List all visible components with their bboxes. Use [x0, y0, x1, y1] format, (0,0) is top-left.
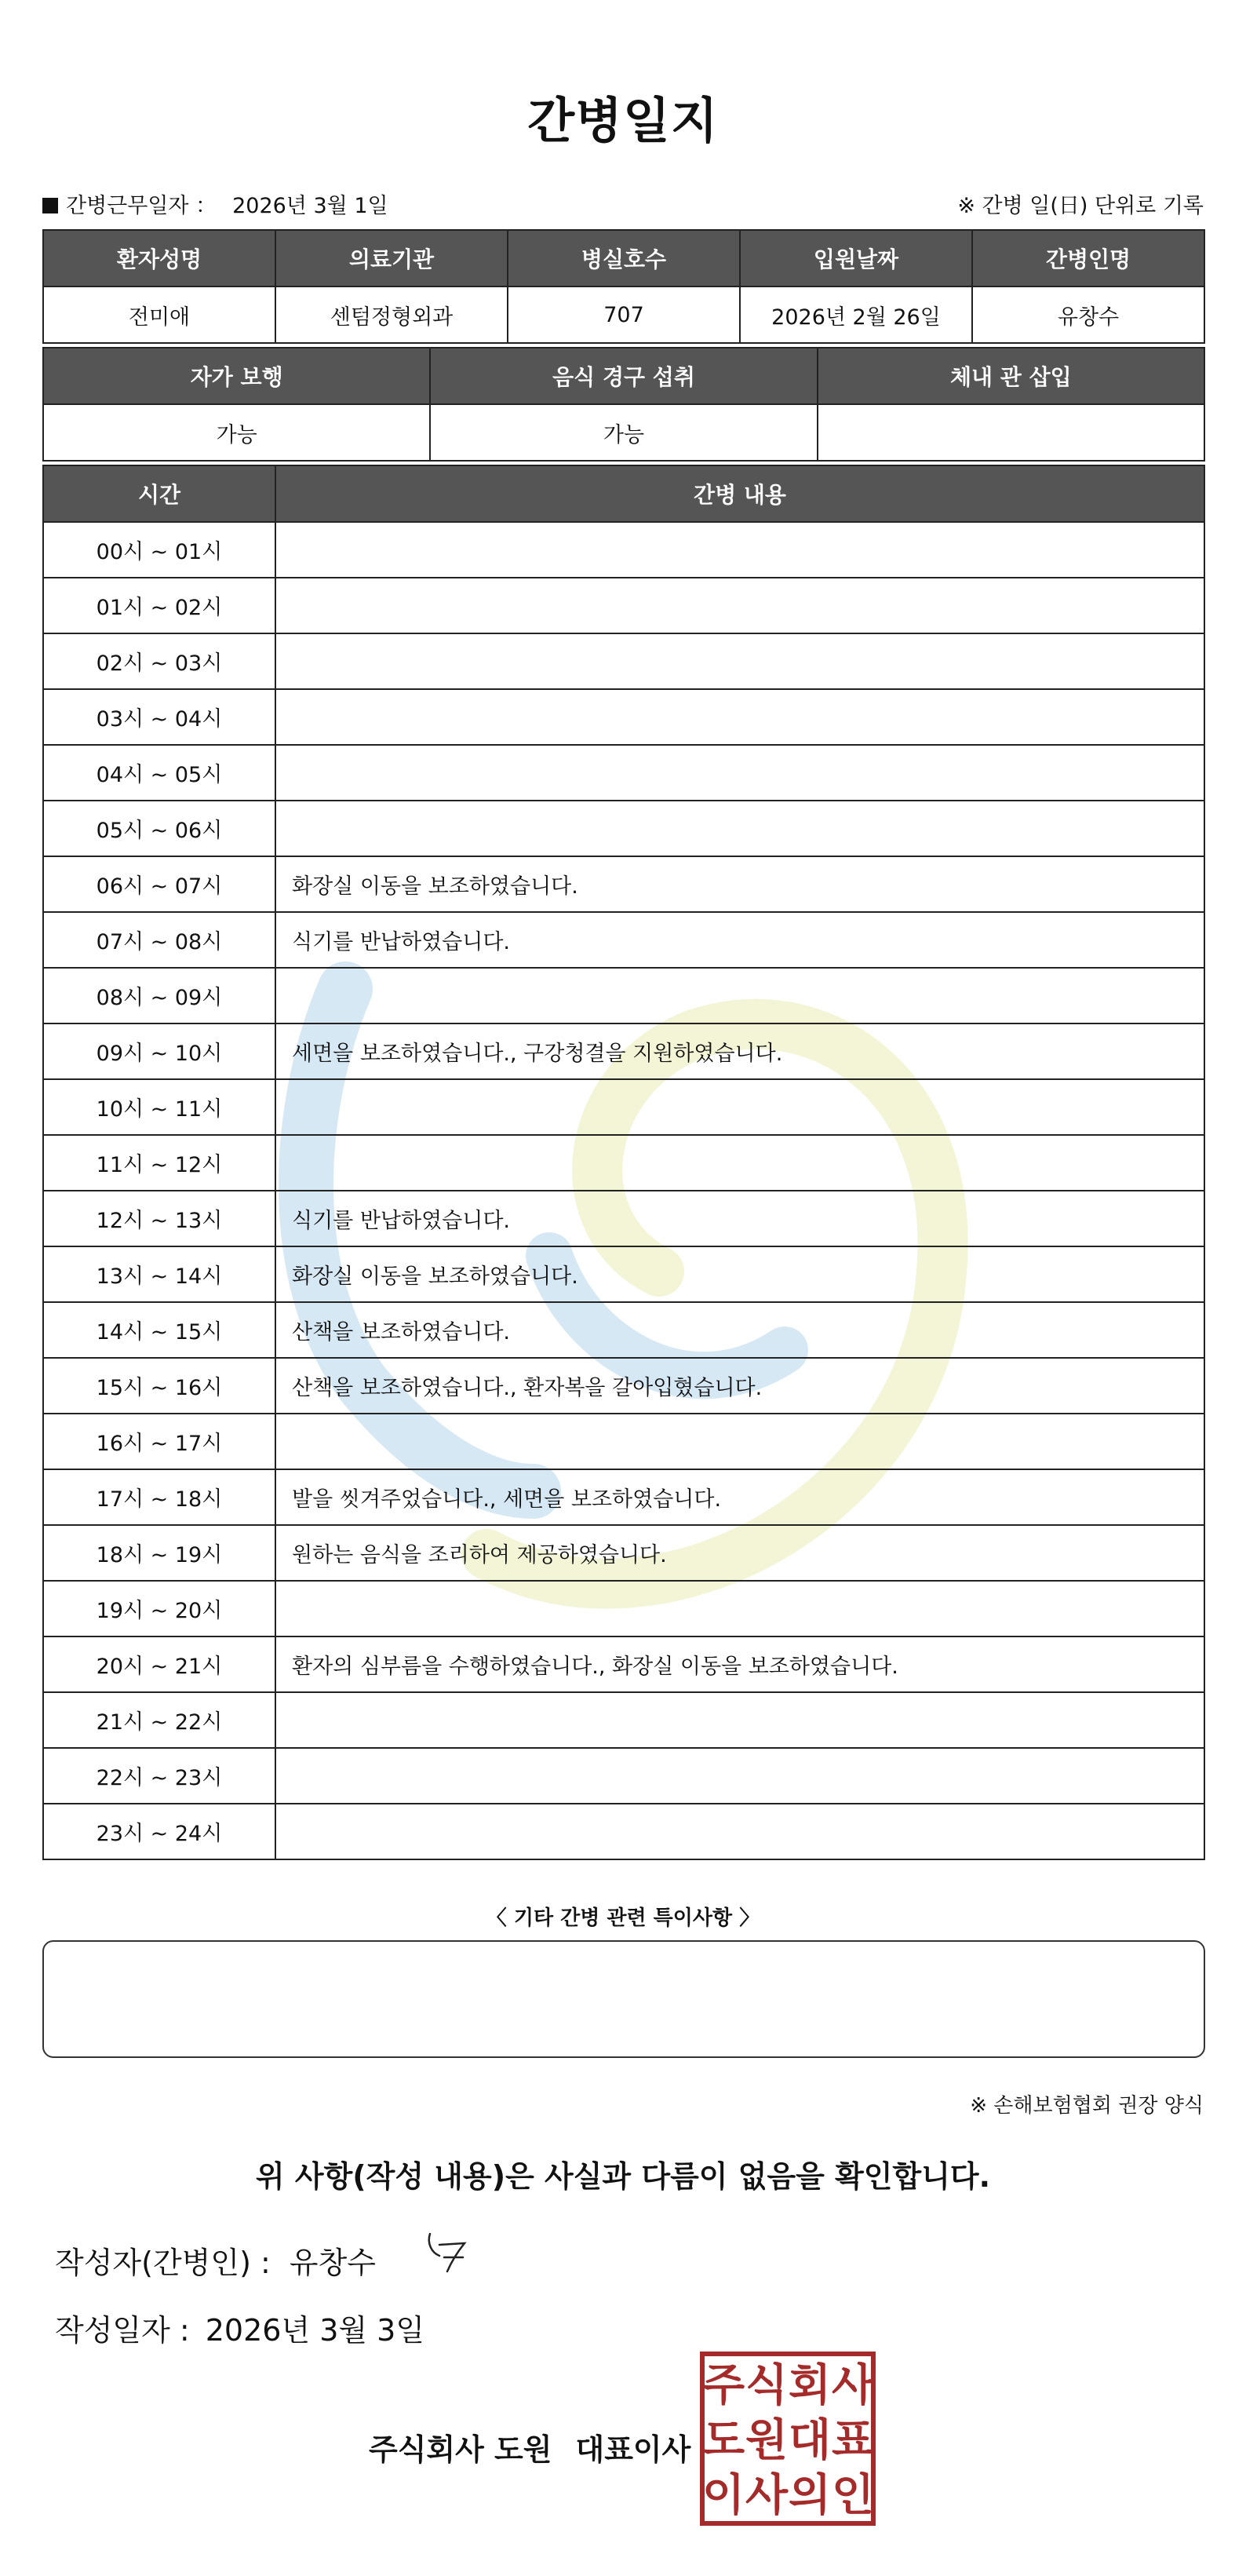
oral-intake-value: 가능 — [430, 404, 817, 461]
header-tube-insertion: 체내 관 삽입 — [818, 348, 1204, 404]
header-oral-intake: 음식 경구 섭취 — [430, 348, 817, 404]
time-cell: 17시 ~ 18시 — [43, 1469, 275, 1525]
table-row — [43, 1302, 1204, 1358]
care-content-cell: 식기를 반납하였습니다. — [275, 912, 1204, 968]
care-content-cell: 식기를 반납하였습니다. — [275, 1191, 1204, 1246]
header-self-walking: 자가 보행 — [43, 348, 430, 404]
time-cell: 00시 ~ 01시 — [43, 522, 275, 578]
time-cell: 21시 ~ 22시 — [43, 1692, 275, 1748]
care-content-cell: 발을 씻겨주었습니다., 세면을 보조하였습니다. — [275, 1469, 1204, 1525]
table-row — [43, 1692, 1204, 1748]
time-cell: 14시 ~ 15시 — [43, 1302, 275, 1358]
table-row — [43, 1358, 1204, 1414]
care-content-cell — [275, 1748, 1204, 1804]
care-content-cell — [275, 968, 1204, 1023]
care-content-cell — [275, 801, 1204, 856]
table-row — [43, 912, 1204, 968]
care-content-cell: 원하는 음식을 조리하여 제공하였습니다. — [275, 1525, 1204, 1581]
care-content-cell: 환자의 심부름을 수행하였습니다., 화장실 이동을 보조하였습니다. — [275, 1636, 1204, 1692]
care-content-cell — [275, 578, 1204, 633]
table-row — [43, 1191, 1204, 1246]
written-date-line — [55, 2306, 424, 2349]
company-seal — [700, 2352, 876, 2526]
care-content-cell — [275, 1692, 1204, 1748]
tube-insertion-value — [818, 404, 1204, 461]
form-recommendation-note: ※ 손해보험협회 권장 양식 — [970, 2094, 1204, 2118]
table-row — [43, 856, 1204, 912]
work-date-separator: ： — [195, 194, 217, 218]
time-cell: 10시 ~ 11시 — [43, 1079, 275, 1135]
square-bullet-icon — [42, 198, 58, 213]
remarks-box — [42, 1940, 1205, 2058]
company-name: 주식회사 도원 — [369, 2432, 552, 2467]
written-date-value: 2026년 3월 3일 — [205, 2313, 425, 2348]
table-row — [43, 1079, 1204, 1135]
time-cell: 06시 ~ 07시 — [43, 856, 275, 912]
time-cell: 15시 ~ 16시 — [43, 1358, 275, 1414]
work-date-line — [42, 188, 388, 219]
care-content-cell: 세면을 보조하였습니다., 구강청결을 지원하였습니다. — [275, 1023, 1204, 1079]
care-content-cell — [275, 633, 1204, 689]
table-row — [43, 1246, 1204, 1302]
table-row — [43, 801, 1204, 856]
room-number: 707 — [508, 286, 740, 343]
time-cell: 08시 ~ 09시 — [43, 968, 275, 1023]
table-row — [43, 689, 1204, 745]
care-content-cell — [275, 522, 1204, 578]
time-cell: 19시 ~ 20시 — [43, 1581, 275, 1636]
table-row — [43, 1414, 1204, 1469]
hospital: 센텀정형외과 — [275, 286, 508, 343]
table-row — [43, 1804, 1204, 1859]
header-hospital: 의료기관 — [275, 230, 508, 286]
care-content-cell — [275, 1804, 1204, 1859]
time-cell: 12시 ~ 13시 — [43, 1191, 275, 1246]
care-content-cell: 화장실 이동을 보조하였습니다. — [275, 1246, 1204, 1302]
table-row — [43, 1135, 1204, 1191]
care-content-cell — [275, 1414, 1204, 1469]
header-admission-date: 입원날짜 — [740, 230, 972, 286]
table-row — [43, 522, 1204, 578]
care-content-cell — [275, 689, 1204, 745]
time-cell: 20시 ~ 21시 — [43, 1636, 275, 1692]
care-content-cell — [275, 1581, 1204, 1636]
record-unit-note: ※ 간병 일(日) 단위로 기록 — [957, 194, 1204, 218]
seal-character: 인 — [831, 2470, 875, 2521]
patient-status-table — [42, 347, 1205, 462]
care-content-cell: 산책을 보조하였습니다. — [275, 1302, 1204, 1358]
time-cell: 05시 ~ 06시 — [43, 801, 275, 856]
table-row — [43, 1469, 1204, 1525]
company-role: 대표이사 — [575, 2432, 691, 2467]
time-cell: 07시 ~ 08시 — [43, 912, 275, 968]
seal-character: 이 — [701, 2470, 745, 2521]
care-content-cell: 산책을 보조하였습니다., 환자복을 갈아입혔습니다. — [275, 1358, 1204, 1414]
seal-character: 회 — [788, 2360, 832, 2411]
table-row — [43, 1748, 1204, 1804]
writer-line — [55, 2238, 376, 2282]
caregiver-name: 유창수 — [972, 286, 1204, 343]
company-line — [369, 2425, 690, 2468]
header-caregiver-name: 간병인명 — [972, 230, 1204, 286]
seal-character: 주 — [701, 2360, 745, 2411]
table-row — [43, 1636, 1204, 1692]
time-cell: 02시 ~ 03시 — [43, 633, 275, 689]
care-content-cell — [275, 1135, 1204, 1191]
writer-label: 작성자(간병인) : — [55, 2246, 271, 2280]
time-cell: 09시 ~ 10시 — [43, 1023, 275, 1079]
table-row — [43, 968, 1204, 1023]
seal-character: 의 — [788, 2470, 832, 2521]
table-row — [43, 745, 1204, 801]
seal-character: 도 — [701, 2415, 745, 2466]
seal-character: 표 — [831, 2415, 875, 2466]
time-cell: 22시 ~ 23시 — [43, 1748, 275, 1804]
self-walking-value: 가능 — [43, 404, 430, 461]
seal-character: 식 — [745, 2360, 789, 2411]
work-date-value: 2026년 3월 1일 — [232, 194, 388, 218]
time-cell: 23시 ~ 24시 — [43, 1804, 275, 1859]
care-content-cell — [275, 745, 1204, 801]
seal-character: 사 — [745, 2470, 789, 2521]
confirmation-statement: 위 사항(작성 내용)은 사실과 다름이 없음을 확인합니다. — [255, 2159, 991, 2194]
work-date-label: 간병근무일자 — [66, 194, 189, 218]
seal-character: 원 — [745, 2415, 789, 2466]
time-cell: 16시 ~ 17시 — [43, 1414, 275, 1469]
header-room-number: 병실호수 — [508, 230, 740, 286]
document-title: 간병일지 — [527, 92, 719, 149]
table-row — [43, 1581, 1204, 1636]
care-content-cell: 화장실 이동을 보조하였습니다. — [275, 856, 1204, 912]
time-cell: 04시 ~ 05시 — [43, 745, 275, 801]
header-time: 시간 — [43, 465, 275, 522]
care-content-cell — [275, 1079, 1204, 1135]
table-row — [43, 578, 1204, 633]
patient-info-table — [42, 229, 1205, 344]
admission-date: 2026년 2월 26일 — [740, 286, 972, 343]
care-log-table — [42, 465, 1205, 1860]
time-cell: 03시 ~ 04시 — [43, 689, 275, 745]
patient-name: 전미애 — [43, 286, 275, 343]
remarks-title: 〈 기타 간병 관련 특이사항 〉 — [486, 1906, 760, 1930]
table-row — [43, 1023, 1204, 1079]
time-cell: 01시 ~ 02시 — [43, 578, 275, 633]
header-patient-name: 환자성명 — [43, 230, 275, 286]
table-row — [43, 1525, 1204, 1581]
seal-character: 대 — [788, 2415, 832, 2466]
time-cell: 18시 ~ 19시 — [43, 1525, 275, 1581]
seal-character: 사 — [831, 2360, 875, 2411]
header-care-content: 간병 내용 — [275, 465, 1204, 522]
time-cell: 13시 ~ 14시 — [43, 1246, 275, 1302]
table-row — [43, 633, 1204, 689]
written-date-label: 작성일자 : — [55, 2313, 190, 2348]
writer-name: 유창수 — [289, 2246, 376, 2280]
time-cell: 11시 ~ 12시 — [43, 1135, 275, 1191]
signature-mark — [424, 2229, 479, 2276]
